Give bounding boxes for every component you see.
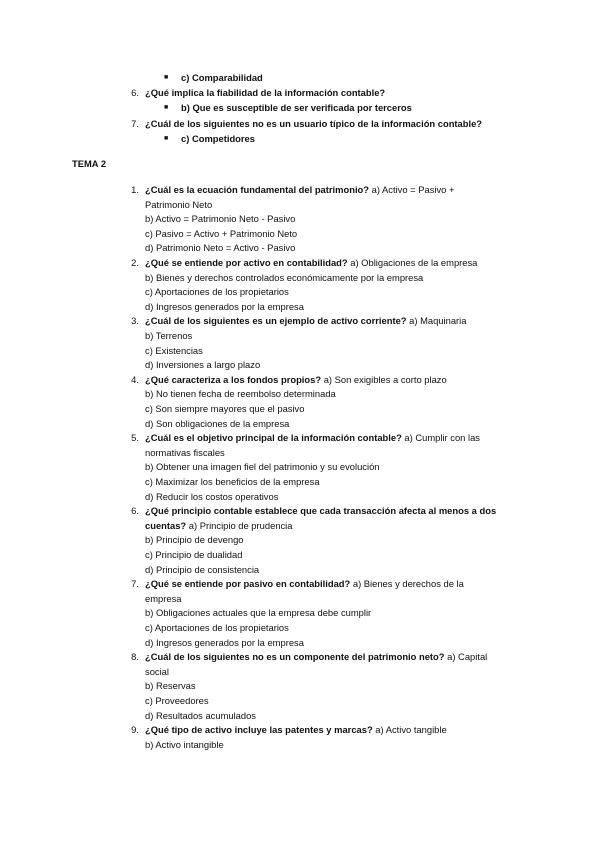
option-line <box>145 490 278 505</box>
question-line <box>131 86 386 101</box>
bullet-square-icon: ■ <box>164 134 169 142</box>
question-line <box>131 256 478 271</box>
option-line <box>145 694 209 709</box>
option-line <box>145 358 260 373</box>
question-continuation-line <box>145 198 212 213</box>
question-continuation-line <box>145 665 169 680</box>
option-text: c) Principio de dualidad <box>145 549 243 560</box>
option-line <box>145 212 295 227</box>
question-number: 7. <box>131 578 139 590</box>
option-text: d) Inversiones a largo plazo <box>145 359 261 371</box>
answer-bullet-item <box>164 132 255 147</box>
question-number: 2. <box>131 257 139 268</box>
answer-text: b) Que es susceptible de ser verificada por terceros <box>181 102 412 114</box>
option-text: b) Obtener una imagen fiel del patrimonio y su evolución <box>145 461 380 473</box>
option-line <box>145 606 371 621</box>
option-text: social <box>145 665 169 677</box>
option-line <box>145 709 256 724</box>
question-continuation-line <box>145 446 225 461</box>
bullet-square-icon: ■ <box>164 104 169 112</box>
option-text: b) Obligaciones actuales que la empresa debe cumplir <box>145 607 372 619</box>
option-line <box>145 402 304 417</box>
question-number: 8. <box>131 651 139 663</box>
option-line <box>145 387 336 402</box>
option-text: normativas fiscales <box>145 446 225 458</box>
question-line <box>131 117 483 132</box>
option-text: c) Aportaciones de los propietarios <box>145 286 289 298</box>
option-text: b) Activo intangible <box>145 738 224 750</box>
option-text: c) Maximizar los beneficios de la empresa <box>145 476 320 487</box>
question-line <box>131 504 497 519</box>
question-continuation-line <box>145 592 181 607</box>
option-text: c) Son siempre mayores que el pasivo <box>145 403 305 414</box>
option-text: d) Patrimonio Neto = Activo - Pasivo <box>145 242 296 254</box>
option-text: a) Son exigibles a corto plazo <box>321 373 447 385</box>
option-line <box>145 636 304 651</box>
option-line <box>145 344 203 359</box>
question-text: ¿Qué principio contable establece que cada transacción afecta al menos a dos <box>145 505 497 517</box>
question-line <box>131 431 480 446</box>
question-number: 6. <box>131 87 139 99</box>
question-number: 1. <box>131 184 139 195</box>
option-line <box>145 300 304 315</box>
question-text: ¿Cuál es la ecuación fundamental del patrimonio? <box>145 184 369 195</box>
option-line <box>145 563 259 578</box>
option-text: a) Bienes y derechos de la <box>350 578 464 590</box>
answer-bullet-item <box>164 71 263 86</box>
question-text: ¿Cuál es el objetivo principal de la información contable? <box>145 432 402 444</box>
question-line <box>131 577 464 592</box>
answer-bullet-item <box>164 101 412 116</box>
option-text: b) Principio de devengo <box>145 534 244 546</box>
option-text: b) Bienes y derechos controlados económicamente por la empresa <box>145 271 424 283</box>
option-text: Patrimonio Neto <box>145 198 213 210</box>
option-line <box>145 285 289 300</box>
question-text: ¿Cuál de los siguientes no es un componente del patrimonio neto? <box>145 651 445 663</box>
question-line <box>131 183 455 198</box>
option-text: d) Reducir los costos operativos <box>145 490 279 502</box>
option-text: a) Principio de prudencia <box>186 519 293 531</box>
option-text: a) Cumplir con las <box>401 432 480 444</box>
option-text: d) Principio de consistencia <box>145 563 260 575</box>
question-number: 9. <box>131 724 139 736</box>
option-text: d) Resultados acumulados <box>145 709 256 721</box>
option-text: b) Activo = Patrimonio Neto - Pasivo <box>145 213 296 225</box>
question-number: 5. <box>131 432 139 444</box>
question-text: ¿Qué caracteriza a los fondos propios? <box>145 373 322 385</box>
question-continuation-line <box>145 519 292 534</box>
option-line <box>145 227 297 242</box>
question-text: ¿Cuál de los siguientes es un ejemplo de activo corriente? <box>145 315 407 327</box>
option-text: d) Son obligaciones de la empresa <box>145 417 290 429</box>
question-number: 6. <box>131 505 139 517</box>
question-number: 3. <box>131 315 139 327</box>
option-text: d) Ingresos generados por la empresa <box>145 300 304 312</box>
option-text: b) Terrenos <box>145 330 193 341</box>
option-line <box>145 417 289 432</box>
question-text: ¿Cuál de los siguientes no es un usuario típico de la información contable? <box>145 117 483 129</box>
question-text: cuentas? <box>145 519 187 531</box>
option-text: empresa <box>145 592 182 604</box>
option-line <box>145 738 224 753</box>
option-line <box>145 548 242 563</box>
question-text: ¿Qué tipo de activo incluye las patentes y marcas? <box>145 724 373 736</box>
question-line <box>131 723 447 738</box>
option-text: a) Activo = Pasivo + <box>369 184 455 195</box>
option-text: c) Pasivo = Activo + Patrimonio Neto <box>145 227 298 239</box>
option-text: c) Proveedores <box>145 695 209 706</box>
option-text: c) Aportaciones de los propietarios <box>145 622 289 633</box>
option-line <box>145 271 423 286</box>
option-text: b) No tienen fecha de reembolso determinada <box>145 388 336 400</box>
question-text: ¿Qué implica la fiabilidad de la información contable? <box>145 87 386 99</box>
option-line <box>145 475 320 490</box>
option-text: b) Reservas <box>145 680 196 692</box>
question-line <box>131 314 467 329</box>
option-line <box>145 241 295 256</box>
question-text: ¿Qué se entiende por pasivo en contabilidad? <box>145 578 351 590</box>
question-text: ¿Qué se entiende por activo en contabilidad? <box>145 257 348 268</box>
question-number: 4. <box>131 373 139 385</box>
option-text: a) Capital <box>444 651 488 663</box>
option-text: c) Existencias <box>145 344 203 356</box>
bullet-square-icon: ■ <box>164 74 169 81</box>
option-line <box>145 621 289 636</box>
option-text: a) Activo tangible <box>372 724 447 736</box>
option-line <box>145 460 380 475</box>
option-text: d) Ingresos generados por la empresa <box>145 636 304 648</box>
option-text: a) Maquinaria <box>406 315 467 327</box>
option-text: a) Obligaciones de la empresa <box>347 257 478 268</box>
section-title: TEMA 2 <box>72 158 107 169</box>
answer-text: c) Comparabilidad <box>181 72 263 83</box>
option-line <box>145 329 192 344</box>
option-line <box>145 533 244 548</box>
question-line <box>131 373 447 388</box>
answer-text: c) Competidores <box>181 132 255 144</box>
question-line <box>131 650 488 665</box>
option-line <box>145 679 196 694</box>
question-number: 7. <box>131 117 139 129</box>
